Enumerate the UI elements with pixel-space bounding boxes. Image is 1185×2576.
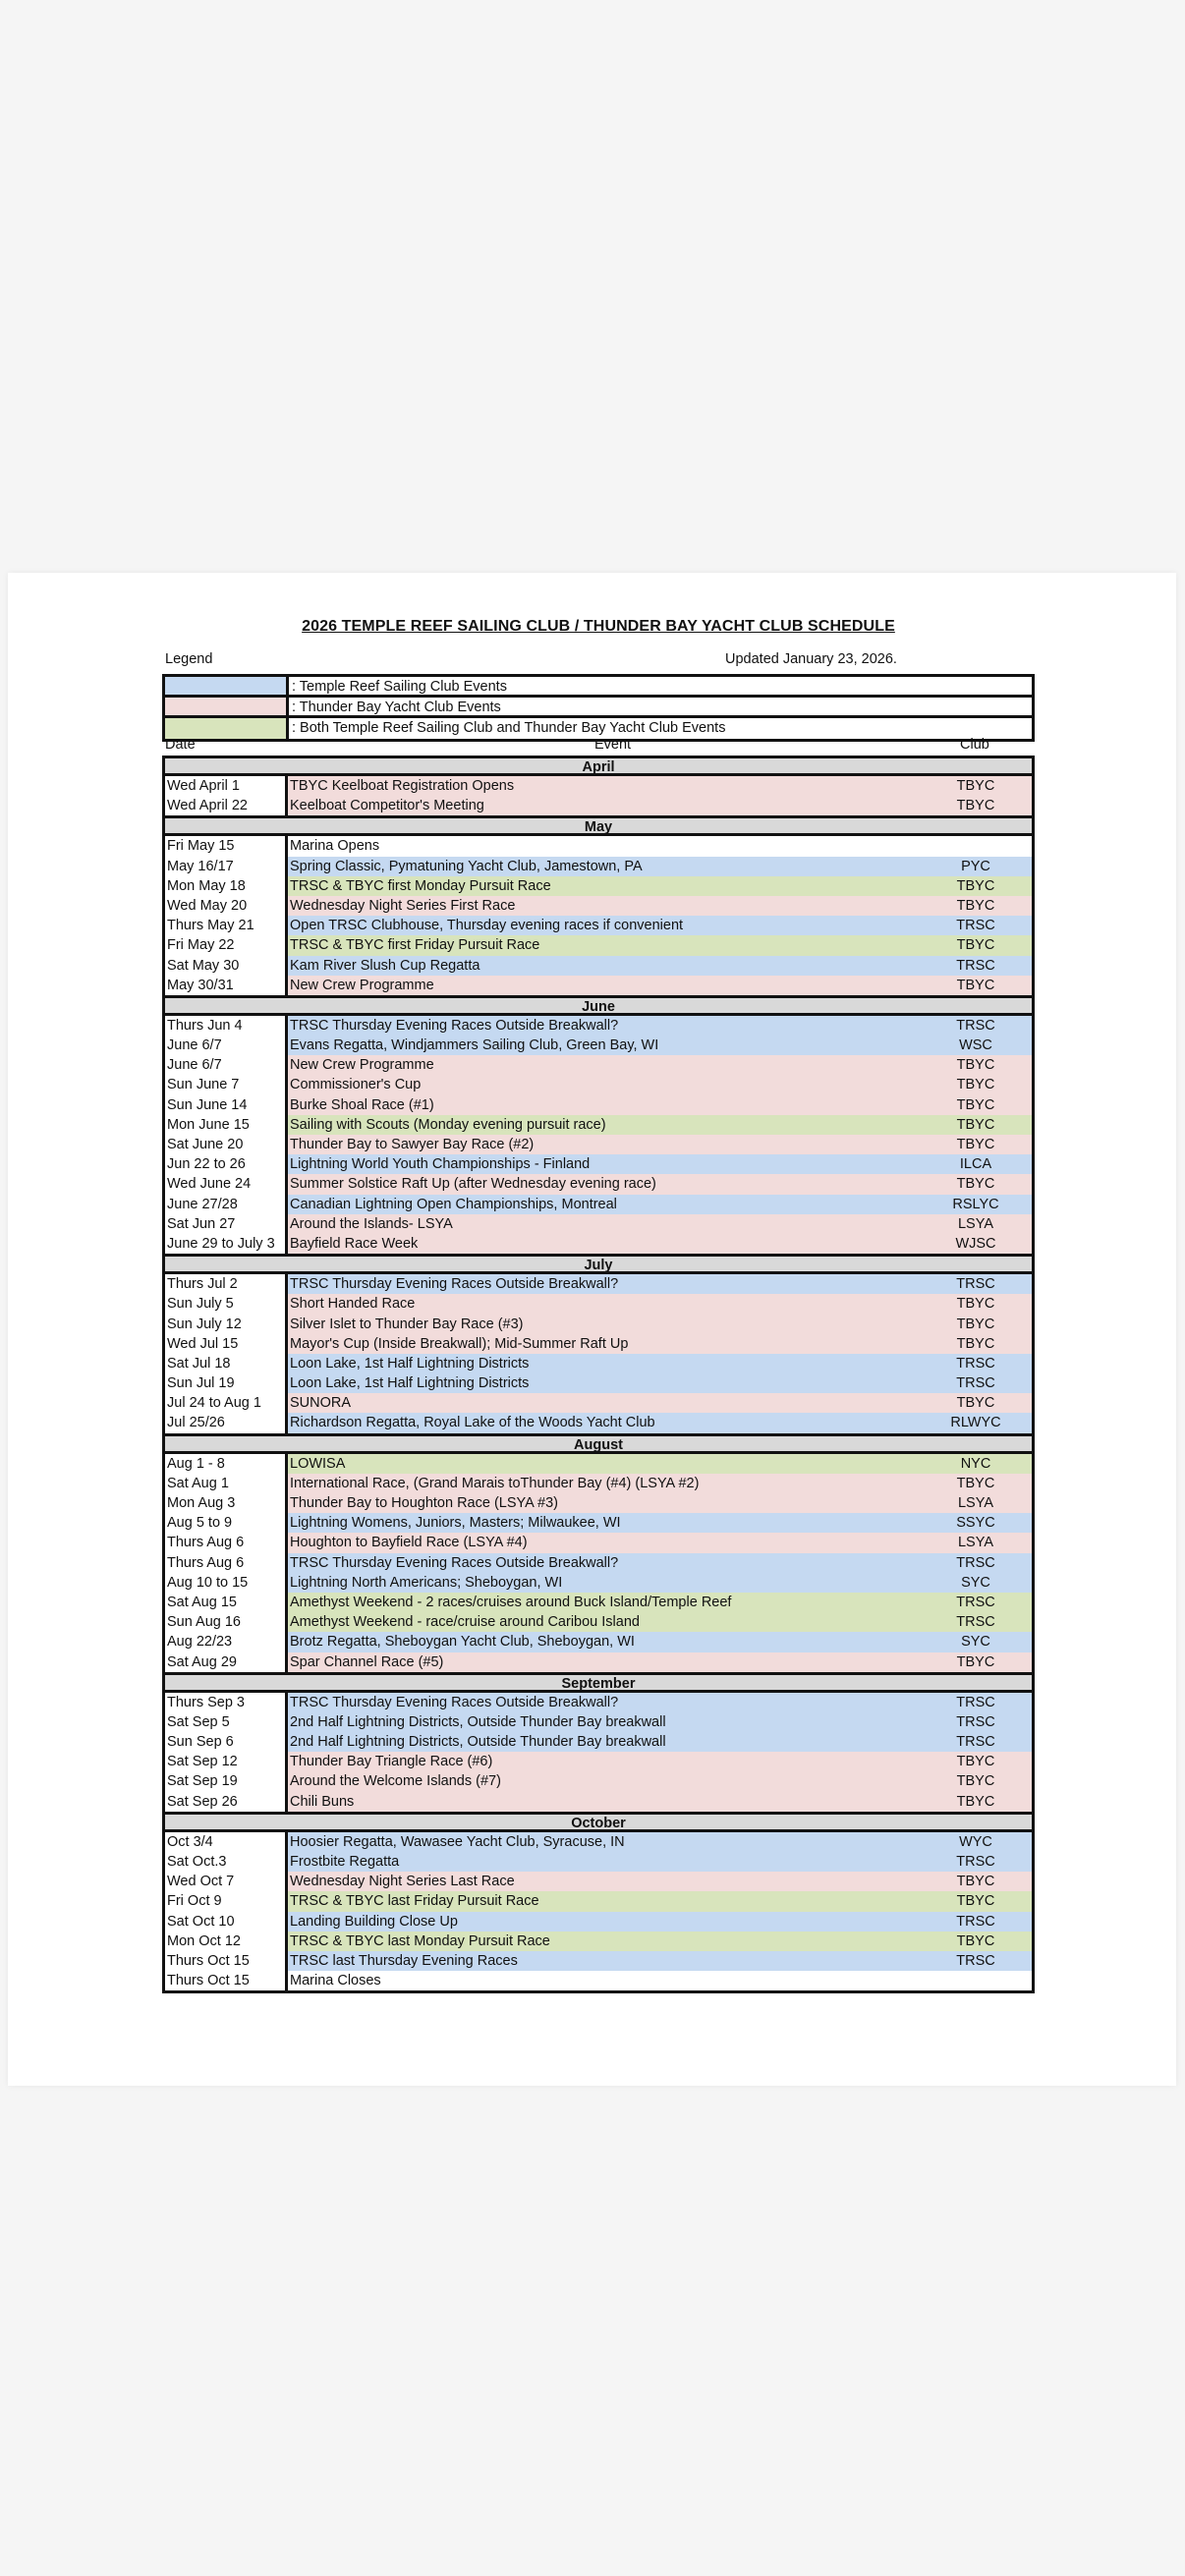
event-club: LSYA — [933, 1493, 1032, 1513]
legend-row-tbyc — [165, 698, 1032, 718]
event-club: TRSC — [933, 1016, 1032, 1036]
event-date: Thurs May 21 — [165, 916, 288, 935]
table-row — [165, 1872, 1032, 1891]
event-name: Spar Channel Race (#5) — [288, 1652, 933, 1672]
table-row — [165, 1413, 1032, 1432]
event-club: WJSC — [933, 1234, 1032, 1254]
table-row — [165, 1036, 1032, 1055]
month-header: September — [165, 1675, 1032, 1693]
event-club: SSYC — [933, 1513, 1032, 1533]
event-club: TBYC — [933, 1334, 1032, 1354]
event-name: Lightning North Americans; Sheboygan, WI — [288, 1573, 933, 1593]
event-date: June 6/7 — [165, 1036, 288, 1055]
event-name: Lightning World Youth Championships - Finland — [288, 1154, 933, 1174]
table-row — [165, 1294, 1032, 1314]
event-name: TRSC Thursday Evening Races Outside Breakwall? — [288, 1693, 933, 1712]
table-row — [165, 1055, 1032, 1075]
month-section-april — [162, 756, 1035, 818]
table-row — [165, 1573, 1032, 1593]
table-row — [165, 1454, 1032, 1474]
event-club: TRSC — [933, 1593, 1032, 1612]
event-date: Wed June 24 — [165, 1174, 288, 1194]
table-row — [165, 836, 1032, 856]
month-header: July — [165, 1257, 1032, 1274]
event-club: TBYC — [933, 1652, 1032, 1672]
table-row — [165, 1214, 1032, 1234]
event-name: Chili Buns — [288, 1792, 933, 1812]
event-club: TRSC — [933, 1693, 1032, 1712]
event-club: TBYC — [933, 776, 1032, 796]
event-name: Loon Lake, 1st Half Lightning Districts — [288, 1373, 933, 1393]
event-name: Frostbite Regatta — [288, 1852, 933, 1872]
table-row — [165, 1373, 1032, 1393]
table-row — [165, 1075, 1032, 1094]
event-name: TRSC & TBYC last Friday Pursuit Race — [288, 1891, 933, 1911]
event-date: June 27/28 — [165, 1195, 288, 1214]
column-header-club: Club — [960, 737, 989, 753]
event-date: Wed Oct 7 — [165, 1872, 288, 1891]
legend-table — [162, 674, 1035, 742]
event-date: Sat June 20 — [165, 1135, 288, 1154]
event-club: RLWYC — [933, 1413, 1032, 1432]
table-row — [165, 1771, 1032, 1791]
event-club: TBYC — [933, 1294, 1032, 1314]
event-date: Sat Sep 26 — [165, 1792, 288, 1812]
event-date: Thurs Jun 4 — [165, 1016, 288, 1036]
event-name: TRSC & TBYC first Friday Pursuit Race — [288, 935, 933, 955]
event-date: Sat Aug 29 — [165, 1652, 288, 1672]
event-date: Aug 22/23 — [165, 1632, 288, 1652]
table-row — [165, 1533, 1032, 1552]
table-row — [165, 1474, 1032, 1493]
table-row — [165, 976, 1032, 995]
event-name: Spring Classic, Pymatuning Yacht Club, Jamestown, PA — [288, 857, 933, 876]
event-name: Thunder Bay to Houghton Race (LSYA #3) — [288, 1493, 933, 1513]
column-headers — [162, 737, 1035, 756]
table-row — [165, 1135, 1032, 1154]
table-row — [165, 1932, 1032, 1951]
event-date: Sun June 7 — [165, 1075, 288, 1094]
event-name: Richardson Regatta, Royal Lake of the Woods Yacht Club — [288, 1413, 933, 1432]
table-row — [165, 1852, 1032, 1872]
event-club: TRSC — [933, 1732, 1032, 1752]
month-header: October — [165, 1815, 1032, 1832]
event-name: Wednesday Night Series Last Race — [288, 1872, 933, 1891]
month-section-august — [162, 1436, 1035, 1675]
event-date: Wed Jul 15 — [165, 1334, 288, 1354]
event-date: Thurs Aug 6 — [165, 1533, 288, 1552]
event-name: International Race, (Grand Marais toThunder Bay (#4) (LSYA #2) — [288, 1474, 933, 1493]
event-date: Wed May 20 — [165, 896, 288, 916]
event-club: TBYC — [933, 1891, 1032, 1911]
event-name: Around the Islands- LSYA — [288, 1214, 933, 1234]
event-name: 2nd Half Lightning Districts, Outside Thunder Bay breakwall — [288, 1732, 933, 1752]
table-row — [165, 1334, 1032, 1354]
event-date: Sat Jun 27 — [165, 1214, 288, 1234]
table-row — [165, 916, 1032, 935]
event-club: WSC — [933, 1036, 1032, 1055]
event-club: NYC — [933, 1454, 1032, 1474]
event-name: TRSC Thursday Evening Races Outside Breakwall? — [288, 1274, 933, 1294]
event-date: Sun Aug 16 — [165, 1612, 288, 1632]
event-date: Fri Oct 9 — [165, 1891, 288, 1911]
column-header-event: Event — [594, 737, 632, 753]
legend-text-trsc: : Temple Reef Sailing Club Events — [289, 677, 1032, 695]
event-date: Oct 3/4 — [165, 1832, 288, 1852]
table-row — [165, 857, 1032, 876]
event-club: TRSC — [933, 1373, 1032, 1393]
month-section-may — [162, 818, 1035, 998]
table-row — [165, 1912, 1032, 1932]
event-name: Mayor's Cup (Inside Breakwall); Mid-Summer Raft Up — [288, 1334, 933, 1354]
event-date: Wed April 1 — [165, 776, 288, 796]
event-name: Silver Islet to Thunder Bay Race (#3) — [288, 1315, 933, 1334]
table-row — [165, 1951, 1032, 1971]
event-name: LOWISA — [288, 1454, 933, 1474]
event-name: Burke Shoal Race (#1) — [288, 1095, 933, 1115]
event-club: TRSC — [933, 1612, 1032, 1632]
table-row — [165, 935, 1032, 955]
table-row — [165, 956, 1032, 976]
event-date: Mon Oct 12 — [165, 1932, 288, 1951]
event-name: Sailing with Scouts (Monday evening pursuit race) — [288, 1115, 933, 1135]
event-club: TRSC — [933, 1712, 1032, 1732]
event-date: Sat Jul 18 — [165, 1354, 288, 1373]
table-row — [165, 776, 1032, 796]
event-club: TRSC — [933, 1553, 1032, 1573]
event-date: Mon May 18 — [165, 876, 288, 896]
event-name: TRSC Thursday Evening Races Outside Breakwall? — [288, 1553, 933, 1573]
event-club: TRSC — [933, 1354, 1032, 1373]
table-row — [165, 1354, 1032, 1373]
event-name: Wednesday Night Series First Race — [288, 896, 933, 916]
event-date: Aug 10 to 15 — [165, 1573, 288, 1593]
table-row — [165, 896, 1032, 916]
schedule-table — [162, 756, 1035, 1993]
event-name: TRSC & TBYC last Monday Pursuit Race — [288, 1932, 933, 1951]
event-club: TBYC — [933, 935, 1032, 955]
table-row — [165, 1493, 1032, 1513]
legend-swatch-tbyc — [165, 698, 289, 715]
table-row — [165, 1154, 1032, 1174]
event-name: Canadian Lightning Open Championships, Montreal — [288, 1195, 933, 1214]
month-section-june — [162, 998, 1035, 1257]
table-row — [165, 1195, 1032, 1214]
event-name: Thunder Bay Triangle Race (#6) — [288, 1752, 933, 1771]
column-header-date: Date — [165, 737, 196, 753]
legend-swatch-both — [165, 718, 289, 739]
event-club: TBYC — [933, 1752, 1032, 1771]
event-date: May 16/17 — [165, 857, 288, 876]
event-name: Amethyst Weekend - race/cruise around Caribou Island — [288, 1612, 933, 1632]
event-club: TBYC — [933, 876, 1032, 896]
legend-text-tbyc: : Thunder Bay Yacht Club Events — [289, 698, 1032, 715]
event-date: Jul 24 to Aug 1 — [165, 1393, 288, 1413]
table-row — [165, 1712, 1032, 1732]
event-name: Houghton to Bayfield Race (LSYA #4) — [288, 1533, 933, 1552]
event-club: TBYC — [933, 1474, 1032, 1493]
event-name: Marina Opens — [288, 836, 933, 856]
event-club: TRSC — [933, 1274, 1032, 1294]
event-club: ILCA — [933, 1154, 1032, 1174]
event-date: Sat Sep 5 — [165, 1712, 288, 1732]
event-club: TBYC — [933, 1792, 1032, 1812]
event-date: Fri May 22 — [165, 935, 288, 955]
event-name: Loon Lake, 1st Half Lightning Districts — [288, 1354, 933, 1373]
table-row — [165, 1234, 1032, 1254]
event-date: Mon June 15 — [165, 1115, 288, 1135]
event-name: Keelboat Competitor's Meeting — [288, 796, 933, 815]
event-date: Mon Aug 3 — [165, 1493, 288, 1513]
event-name: 2nd Half Lightning Districts, Outside Thunder Bay breakwall — [288, 1712, 933, 1732]
event-club: RSLYC — [933, 1195, 1032, 1214]
event-name: Amethyst Weekend - 2 races/cruises around Buck Island/Temple Reef — [288, 1593, 933, 1612]
page-title: 2026 TEMPLE REEF SAILING CLUB / THUNDER BAY YACHT CLUB SCHEDULE — [302, 618, 895, 635]
event-club: TBYC — [933, 1075, 1032, 1094]
event-name: Kam River Slush Cup Regatta — [288, 956, 933, 976]
event-club: TBYC — [933, 1393, 1032, 1413]
event-date: Sun Jul 19 — [165, 1373, 288, 1393]
event-club: TBYC — [933, 1095, 1032, 1115]
table-row — [165, 1612, 1032, 1632]
table-row — [165, 1315, 1032, 1334]
event-name: Open TRSC Clubhouse, Thursday evening races if convenient — [288, 916, 933, 935]
event-name: TRSC & TBYC first Monday Pursuit Race — [288, 876, 933, 896]
event-club: TBYC — [933, 1932, 1032, 1951]
event-date: June 29 to July 3 — [165, 1234, 288, 1254]
updated-date: Updated January 23, 2026. — [725, 651, 897, 667]
event-club: WYC — [933, 1832, 1032, 1852]
event-date: Jun 22 to 26 — [165, 1154, 288, 1174]
event-name: TRSC last Thursday Evening Races — [288, 1951, 933, 1971]
event-name: Evans Regatta, Windjammers Sailing Club, Green Bay, WI — [288, 1036, 933, 1055]
event-date: Sat Aug 15 — [165, 1593, 288, 1612]
event-date: Sat May 30 — [165, 956, 288, 976]
event-club: TBYC — [933, 796, 1032, 815]
event-date: Sat Sep 12 — [165, 1752, 288, 1771]
event-club: TRSC — [933, 916, 1032, 935]
legend-row-both — [165, 718, 1032, 739]
month-header: April — [165, 758, 1032, 776]
event-name: Marina Closes — [288, 1971, 933, 1990]
table-row — [165, 1832, 1032, 1852]
table-row — [165, 1891, 1032, 1911]
table-row — [165, 1732, 1032, 1752]
event-name: Landing Building Close Up — [288, 1912, 933, 1932]
event-club: TBYC — [933, 896, 1032, 916]
event-name: New Crew Programme — [288, 976, 933, 995]
table-row — [165, 1174, 1032, 1194]
event-date: May 30/31 — [165, 976, 288, 995]
event-name: Lightning Womens, Juniors, Masters; Milwaukee, WI — [288, 1513, 933, 1533]
event-club: TBYC — [933, 1115, 1032, 1135]
event-date: Thurs Aug 6 — [165, 1553, 288, 1573]
event-club: LSYA — [933, 1214, 1032, 1234]
event-club: TRSC — [933, 1852, 1032, 1872]
event-club: PYC — [933, 857, 1032, 876]
table-row — [165, 1752, 1032, 1771]
event-date: Aug 5 to 9 — [165, 1513, 288, 1533]
event-club: TBYC — [933, 1135, 1032, 1154]
table-row — [165, 1274, 1032, 1294]
legend-swatch-trsc — [165, 677, 289, 695]
table-row — [165, 796, 1032, 815]
event-club: SYC — [933, 1632, 1032, 1652]
legend-row-trsc — [165, 677, 1032, 698]
event-club — [933, 1971, 1032, 1990]
event-club: LSYA — [933, 1533, 1032, 1552]
event-name: Thunder Bay to Sawyer Bay Race (#2) — [288, 1135, 933, 1154]
table-row — [165, 1693, 1032, 1712]
table-row — [165, 1016, 1032, 1036]
event-club: TRSC — [933, 1951, 1032, 1971]
table-row — [165, 1652, 1032, 1672]
event-club: TBYC — [933, 1055, 1032, 1075]
event-name: Commissioner's Cup — [288, 1075, 933, 1094]
table-row — [165, 1553, 1032, 1573]
event-date: Aug 1 - 8 — [165, 1454, 288, 1474]
table-row — [165, 1393, 1032, 1413]
month-header: June — [165, 998, 1032, 1016]
event-club: SYC — [933, 1573, 1032, 1593]
event-date: Sat Oct.3 — [165, 1852, 288, 1872]
event-club: TBYC — [933, 976, 1032, 995]
event-club: TBYC — [933, 1771, 1032, 1791]
table-row — [165, 876, 1032, 896]
table-row — [165, 1593, 1032, 1612]
event-date: Sun July 5 — [165, 1294, 288, 1314]
legend-text-both: : Both Temple Reef Sailing Club and Thunder Bay Yacht Club Events — [289, 718, 1032, 739]
event-name: New Crew Programme — [288, 1055, 933, 1075]
event-date: Thurs Sep 3 — [165, 1693, 288, 1712]
event-name: TBYC Keelboat Registration Opens — [288, 776, 933, 796]
event-date: Thurs Oct 15 — [165, 1971, 288, 1990]
month-header: May — [165, 818, 1032, 836]
event-date: Wed April 22 — [165, 796, 288, 815]
event-name: Bayfield Race Week — [288, 1234, 933, 1254]
event-date: Sun June 14 — [165, 1095, 288, 1115]
table-row — [165, 1632, 1032, 1652]
event-date: June 6/7 — [165, 1055, 288, 1075]
event-name: Short Handed Race — [288, 1294, 933, 1314]
event-name: SUNORA — [288, 1393, 933, 1413]
document-page — [8, 573, 1176, 2086]
event-name: Brotz Regatta, Sheboygan Yacht Club, Sheboygan, WI — [288, 1632, 933, 1652]
legend-label: Legend — [165, 651, 213, 667]
event-date: Sun Sep 6 — [165, 1732, 288, 1752]
table-row — [165, 1513, 1032, 1533]
month-header: August — [165, 1436, 1032, 1454]
event-date: Sat Aug 1 — [165, 1474, 288, 1493]
event-date: Sat Oct 10 — [165, 1912, 288, 1932]
table-row — [165, 1971, 1032, 1990]
event-club: TBYC — [933, 1315, 1032, 1334]
event-date: Thurs Jul 2 — [165, 1274, 288, 1294]
event-club: TBYC — [933, 1174, 1032, 1194]
event-date: Sat Sep 19 — [165, 1771, 288, 1791]
table-row — [165, 1792, 1032, 1812]
legend-line — [165, 651, 1030, 671]
event-date: Fri May 15 — [165, 836, 288, 856]
event-club — [933, 836, 1032, 856]
event-name: Hoosier Regatta, Wawasee Yacht Club, Syracuse, IN — [288, 1832, 933, 1852]
month-section-october — [162, 1815, 1035, 1994]
event-name: TRSC Thursday Evening Races Outside Breakwall? — [288, 1016, 933, 1036]
table-row — [165, 1115, 1032, 1135]
event-date: Jul 25/26 — [165, 1413, 288, 1432]
event-club: TRSC — [933, 1912, 1032, 1932]
event-name: Around the Welcome Islands (#7) — [288, 1771, 933, 1791]
event-name: Summer Solstice Raft Up (after Wednesday evening race) — [288, 1174, 933, 1194]
event-club: TBYC — [933, 1872, 1032, 1891]
month-section-september — [162, 1675, 1035, 1815]
event-date: Thurs Oct 15 — [165, 1951, 288, 1971]
event-club: TRSC — [933, 956, 1032, 976]
table-row — [165, 1095, 1032, 1115]
event-date: Sun July 12 — [165, 1315, 288, 1334]
month-section-july — [162, 1257, 1035, 1436]
